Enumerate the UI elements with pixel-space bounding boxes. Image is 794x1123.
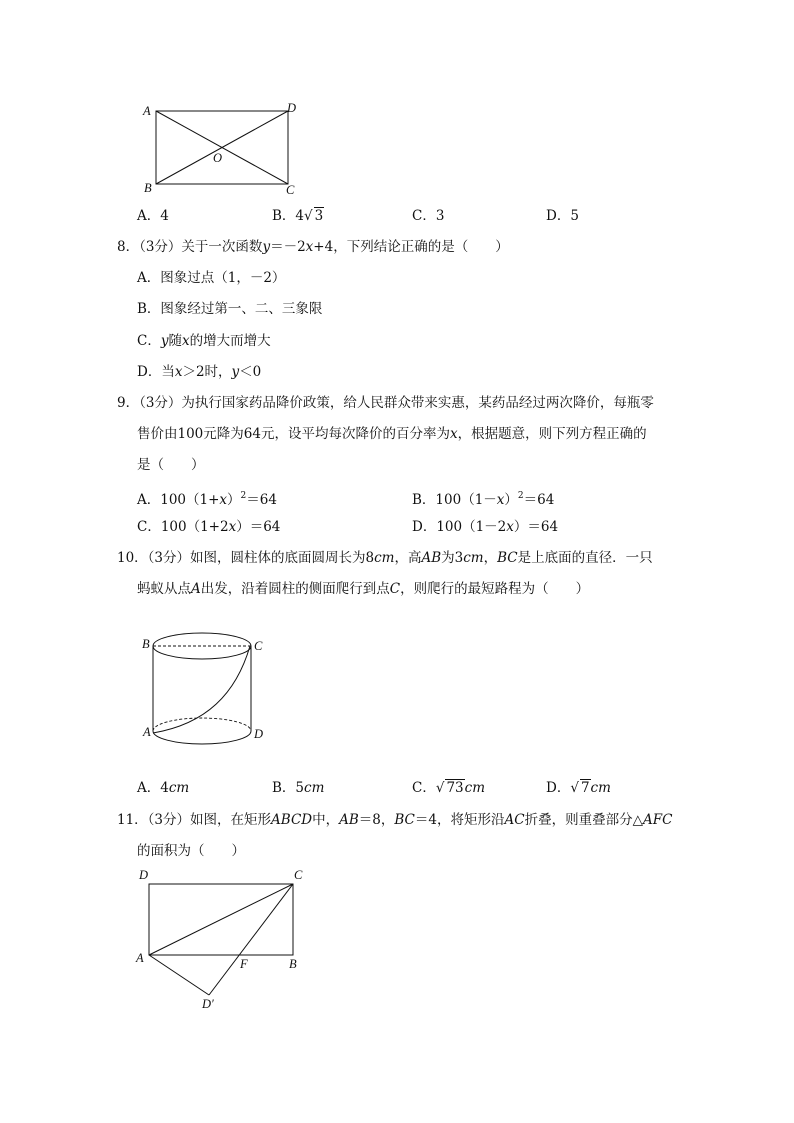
q9-stem-line3: 是（ ） [137, 457, 205, 473]
label-B: B [289, 957, 297, 971]
q8-option-b: B．图象经过第一、二、三象限 [137, 301, 323, 317]
q9-option-a: A．$100(1+x)^2=64$ [137, 491, 277, 508]
label-F: F [240, 957, 248, 971]
cylinder-figure [136, 624, 276, 760]
label-D: D [287, 101, 297, 115]
q10-option-c: C．√ 73cm [412, 780, 486, 796]
label-A: A [143, 104, 151, 118]
q7-option-d: D．5 [546, 208, 579, 224]
rectangle-diagonals-figure [130, 96, 310, 196]
label-D: D [254, 727, 264, 741]
q10-stem-line1: 10．（3分）如图，圆柱体的底面圆周长为8cm，高AB为3cm，BC是上底面的直径．一只 [117, 550, 653, 566]
q11-stem-line1: 11．（3分）如图，在矩形ABCD中，AB＝8，BC＝4，将矩形沿AC折叠，则重叠部分△AFC [117, 812, 673, 828]
q8-stem: 8．（3分）关于一次函数y＝－2x+4，下列结论正确的是（ ） [117, 239, 509, 255]
q10-option-b: B．5cm [272, 780, 325, 796]
q8-option-c: C．y随x的增大而增大 [137, 333, 271, 349]
label-C: C [286, 183, 295, 196]
q9-option-b: B．$100(1-x)^2=64$ [412, 491, 555, 508]
label-A: A [143, 725, 151, 739]
label-C: C [254, 639, 263, 653]
q10-stem-line2: 蚂蚁从点A出发，沿着圆柱的侧面爬行到点C，则爬行的最短路程为（ ） [137, 581, 590, 597]
q7-option-a: A．4 [137, 208, 169, 224]
label-D: D [139, 868, 149, 882]
q7-option-c: C．3 [412, 208, 445, 224]
label-A: A [136, 951, 144, 965]
q9-option-d: D．100（1－2x）＝64 [412, 519, 559, 535]
label-B: B [144, 181, 152, 195]
q9-stem-line2: 售价由100元降为64元，设平均每次降价的百分率为x，根据题意，则下列方程正确的 [137, 426, 647, 442]
q8-option-a: A．图象过点（1，－2） [137, 270, 286, 286]
q10-option-d: D．√ 7cm [546, 780, 611, 796]
label-O: O [213, 151, 223, 165]
q8-option-d: D．当x＞2时，y＜0 [137, 364, 262, 380]
label-D-prime: D′ [202, 997, 214, 1011]
label-C: C [294, 868, 303, 882]
q9-stem-line1: 9．（3分）为执行国家药品降价政策，给人民群众带来实惠，某药品经过两次降价，每瓶零 [117, 395, 654, 411]
label-B: B [142, 637, 150, 651]
q9-option-c: C．100（1+2x）＝64 [137, 519, 281, 535]
folded-rectangle-figure [130, 864, 320, 1014]
q10-option-a: A．4cm [137, 780, 190, 796]
q7-option-b: B．4√ 3 [272, 208, 324, 224]
q11-stem-line2: 的面积为（ ） [137, 843, 245, 859]
